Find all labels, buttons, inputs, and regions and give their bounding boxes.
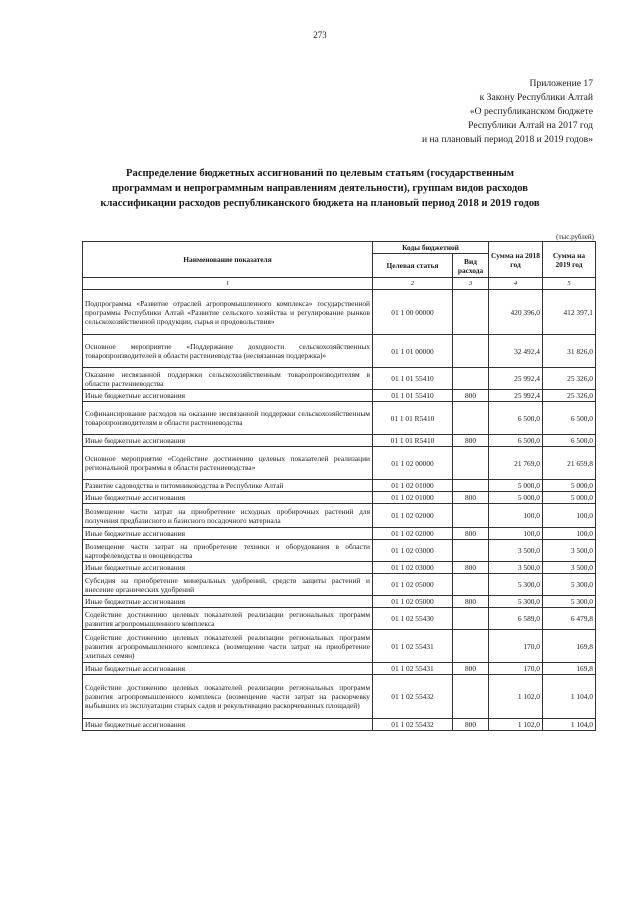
header-target-article: Целевая статья — [373, 254, 453, 278]
row-sum-2019: 25 326,0 — [543, 390, 596, 402]
row-name: Возмещение части затрат на приобретение техники и оборудования в области картофелеводства и овощеводства — [83, 540, 373, 562]
row-sum-2018: 5 300,0 — [489, 596, 543, 608]
row-target-code: 01 1 02 01000 — [373, 492, 453, 504]
header-name: Наименование показателя — [83, 242, 373, 278]
row-name: Развитие садоводства и питомниководства в Республике Алтай — [83, 480, 373, 492]
table-row — [83, 540, 596, 562]
row-target-code: 01 1 01 55410 — [373, 390, 453, 402]
row-sum-2018: 25 992,4 — [489, 390, 543, 402]
title-line: программам и непрограммным направлениям деятельности), группам видов расходов — [112, 183, 528, 194]
table-row — [83, 290, 596, 335]
row-target-code: 01 1 02 01000 — [373, 480, 453, 492]
table-row — [83, 390, 596, 402]
row-sum-2018: 3 500,0 — [489, 562, 543, 574]
document-title — [40, 166, 600, 211]
row-target-code: 01 1 02 55432 — [373, 675, 453, 719]
row-sum-2019: 169,8 — [543, 630, 596, 663]
row-expense-kind: 800 — [453, 390, 489, 402]
column-number: 1 — [83, 278, 373, 290]
row-target-code: 01 1 01 00000 — [373, 335, 453, 368]
row-name: Иные бюджетные ассигнования — [83, 596, 373, 608]
row-sum-2019: 169,8 — [543, 663, 596, 675]
header-sum-2019: Сумма на 2019 год — [543, 242, 596, 278]
row-expense-kind: 800 — [453, 596, 489, 608]
row-sum-2018: 6 589,0 — [489, 608, 543, 630]
row-sum-2019: 25 326,0 — [543, 368, 596, 390]
row-name: Иные бюджетные ассигнования — [83, 719, 373, 731]
row-expense-kind — [453, 480, 489, 492]
row-sum-2018: 21 769,0 — [489, 447, 543, 480]
row-sum-2019: 100,0 — [543, 504, 596, 528]
row-target-code: 01 1 02 00000 — [373, 447, 453, 480]
row-sum-2018: 100,0 — [489, 528, 543, 540]
table-row — [83, 504, 596, 528]
row-target-code: 01 1 01 R5410 — [373, 402, 453, 435]
row-expense-kind: 800 — [453, 719, 489, 731]
row-target-code: 01 1 02 55430 — [373, 608, 453, 630]
appendix-line: и на плановый период 2018 и 2019 годов» — [422, 134, 593, 145]
row-target-code: 01 1 00 00000 — [373, 290, 453, 335]
table-row — [83, 574, 596, 596]
table-body — [83, 290, 596, 731]
row-target-code: 01 1 02 05000 — [373, 574, 453, 596]
row-sum-2018: 6 500,0 — [489, 435, 543, 447]
row-sum-2018: 170,0 — [489, 630, 543, 663]
row-expense-kind — [453, 447, 489, 480]
row-expense-kind: 800 — [453, 663, 489, 675]
table-row — [83, 528, 596, 540]
column-number: 3 — [453, 278, 489, 290]
table-row — [83, 596, 596, 608]
table-row — [83, 402, 596, 435]
row-sum-2019: 1 104,0 — [543, 675, 596, 719]
row-sum-2018: 5 300,0 — [489, 574, 543, 596]
row-name: Софинансирование расходов на оказание несвязанной поддержки сельскохозяйственным товаропроизводителям в области растениеводства — [83, 402, 373, 435]
row-name: Возмещение части затрат на приобретение исходных пробирочных растений для получения предбазисного и базисного посадочного материала — [83, 504, 373, 528]
table-row — [83, 435, 596, 447]
header-expense-kind: Вид расхода — [453, 254, 489, 278]
row-name: Иные бюджетные ассигнования — [83, 562, 373, 574]
row-sum-2019: 100,0 — [543, 528, 596, 540]
row-sum-2018: 5 000,0 — [489, 480, 543, 492]
row-expense-kind: 800 — [453, 562, 489, 574]
row-name: Иные бюджетные ассигнования — [83, 390, 373, 402]
row-expense-kind — [453, 402, 489, 435]
row-expense-kind — [453, 608, 489, 630]
title-line: Распределение бюджетных ассигнований по целевым статьям (государственным — [126, 168, 514, 179]
row-sum-2019: 6 479,8 — [543, 608, 596, 630]
row-sum-2019: 3 500,0 — [543, 562, 596, 574]
row-target-code: 01 1 02 02000 — [373, 504, 453, 528]
table-row — [83, 492, 596, 504]
appendix-line: Республики Алтай на 2017 год — [468, 120, 593, 131]
row-sum-2018: 170,0 — [489, 663, 543, 675]
row-target-code: 01 1 02 05000 — [373, 596, 453, 608]
appendix-line: Приложение 17 — [529, 78, 593, 89]
table-row — [83, 675, 596, 719]
appendix-line: к Закону Республики Алтай — [479, 92, 593, 103]
row-sum-2018: 25 992,4 — [489, 368, 543, 390]
row-sum-2019: 31 826,0 — [543, 335, 596, 368]
row-expense-kind — [453, 368, 489, 390]
row-sum-2019: 5 300,0 — [543, 596, 596, 608]
row-sum-2019: 3 500,0 — [543, 540, 596, 562]
row-name: Содействие достижению целевых показателей реализации региональных программ развития агропромышленного комплекса (возмещение части затрат на приобретение элитных семян) — [83, 630, 373, 663]
row-name: Основное мероприятие «Поддержание доходности сельскохозяйственных товаропроизводителей в области растениеводства (несвязанная поддержка)» — [83, 335, 373, 368]
table-row — [83, 562, 596, 574]
row-sum-2018: 5 000,0 — [489, 492, 543, 504]
row-sum-2019: 5 300,0 — [543, 574, 596, 596]
row-sum-2019: 5 000,0 — [543, 492, 596, 504]
row-name: Иные бюджетные ассигнования — [83, 528, 373, 540]
row-expense-kind — [453, 675, 489, 719]
column-number: 2 — [373, 278, 453, 290]
row-name: Иные бюджетные ассигнования — [83, 435, 373, 447]
table-row — [83, 630, 596, 663]
row-expense-kind: 800 — [453, 492, 489, 504]
row-expense-kind — [453, 574, 489, 596]
appendix-line: «О республиканском бюджете — [469, 106, 593, 117]
row-target-code: 01 1 01 55410 — [373, 368, 453, 390]
row-sum-2019: 412 397,1 — [543, 290, 596, 335]
table-row — [83, 608, 596, 630]
row-target-code: 01 1 01 R5410 — [373, 435, 453, 447]
row-sum-2018: 1 102,0 — [489, 719, 543, 731]
row-sum-2019: 6 500,0 — [543, 435, 596, 447]
row-expense-kind: 800 — [453, 528, 489, 540]
row-sum-2019: 1 104,0 — [543, 719, 596, 731]
row-name: Содействие достижению целевых показателей реализации региональных программ развития агропромышленного комплекса — [83, 608, 373, 630]
row-sum-2019: 5 000,0 — [543, 480, 596, 492]
row-target-code: 01 1 02 03000 — [373, 540, 453, 562]
row-sum-2018: 1 102,0 — [489, 675, 543, 719]
row-sum-2018: 3 500,0 — [489, 540, 543, 562]
page-number: 273 — [313, 30, 327, 40]
row-sum-2018: 420 396,0 — [489, 290, 543, 335]
column-number: 5 — [543, 278, 596, 290]
header-codes: Коды бюджетной — [373, 242, 489, 254]
row-name: Иные бюджетные ассигнования — [83, 663, 373, 675]
table-row — [83, 335, 596, 368]
column-number: 4 — [489, 278, 543, 290]
table-row — [83, 663, 596, 675]
row-expense-kind: 800 — [453, 435, 489, 447]
row-expense-kind — [453, 335, 489, 368]
row-target-code: 01 1 02 55432 — [373, 719, 453, 731]
row-target-code: 01 1 02 55431 — [373, 630, 453, 663]
row-expense-kind — [453, 504, 489, 528]
row-sum-2018: 32 492,4 — [489, 335, 543, 368]
row-sum-2019: 21 659,8 — [543, 447, 596, 480]
table-row — [83, 447, 596, 480]
table-row — [83, 480, 596, 492]
row-name: Иные бюджетные ассигнования — [83, 492, 373, 504]
row-target-code: 01 1 02 55431 — [373, 663, 453, 675]
row-sum-2019: 6 500,0 — [543, 402, 596, 435]
table-row — [83, 719, 596, 731]
row-name: Субсидия на приобретение минеральных удобрений, средств защиты растений и внесение органических удобрений — [83, 574, 373, 596]
appendix-header — [422, 77, 593, 147]
row-name: Оказание несвязанной поддержки сельскохозяйственным товаропроизводителям в области растениеводства — [83, 368, 373, 390]
budget-table — [82, 241, 596, 731]
header-sum-2018: Сумма на 2018 год — [489, 242, 543, 278]
units-label: (тыс.рублей) — [556, 233, 594, 241]
row-sum-2018: 6 500,0 — [489, 402, 543, 435]
row-target-code: 01 1 02 02000 — [373, 528, 453, 540]
row-name: Основное мероприятие «Содействие достижению целевых показателей реализации региональной программы в области растениеводства» — [83, 447, 373, 480]
row-expense-kind — [453, 290, 489, 335]
table-row — [83, 368, 596, 390]
row-expense-kind — [453, 630, 489, 663]
row-expense-kind — [453, 540, 489, 562]
row-sum-2018: 100,0 — [489, 504, 543, 528]
title-line: классификации расходов республиканского бюджета на плановый период 2018 и 2019 годов — [100, 198, 540, 209]
row-name: Подпрограмма «Развитие отраслей агропромышленного комплекса» государственной программы Республики Алтай «Развитие сельского хозяйства и регулирование рынков сельскохозяйственной продукции, сырья и продовольствия» — [83, 290, 373, 335]
row-name: Содействие достижению целевых показателей реализации региональных программ развития агропромышленного комплекса (возмещение части затрат на раскорчевку выбывших из эксплуатации старых садов и рекультивацию раскорчеванных площадей) — [83, 675, 373, 719]
row-target-code: 01 1 02 03000 — [373, 562, 453, 574]
